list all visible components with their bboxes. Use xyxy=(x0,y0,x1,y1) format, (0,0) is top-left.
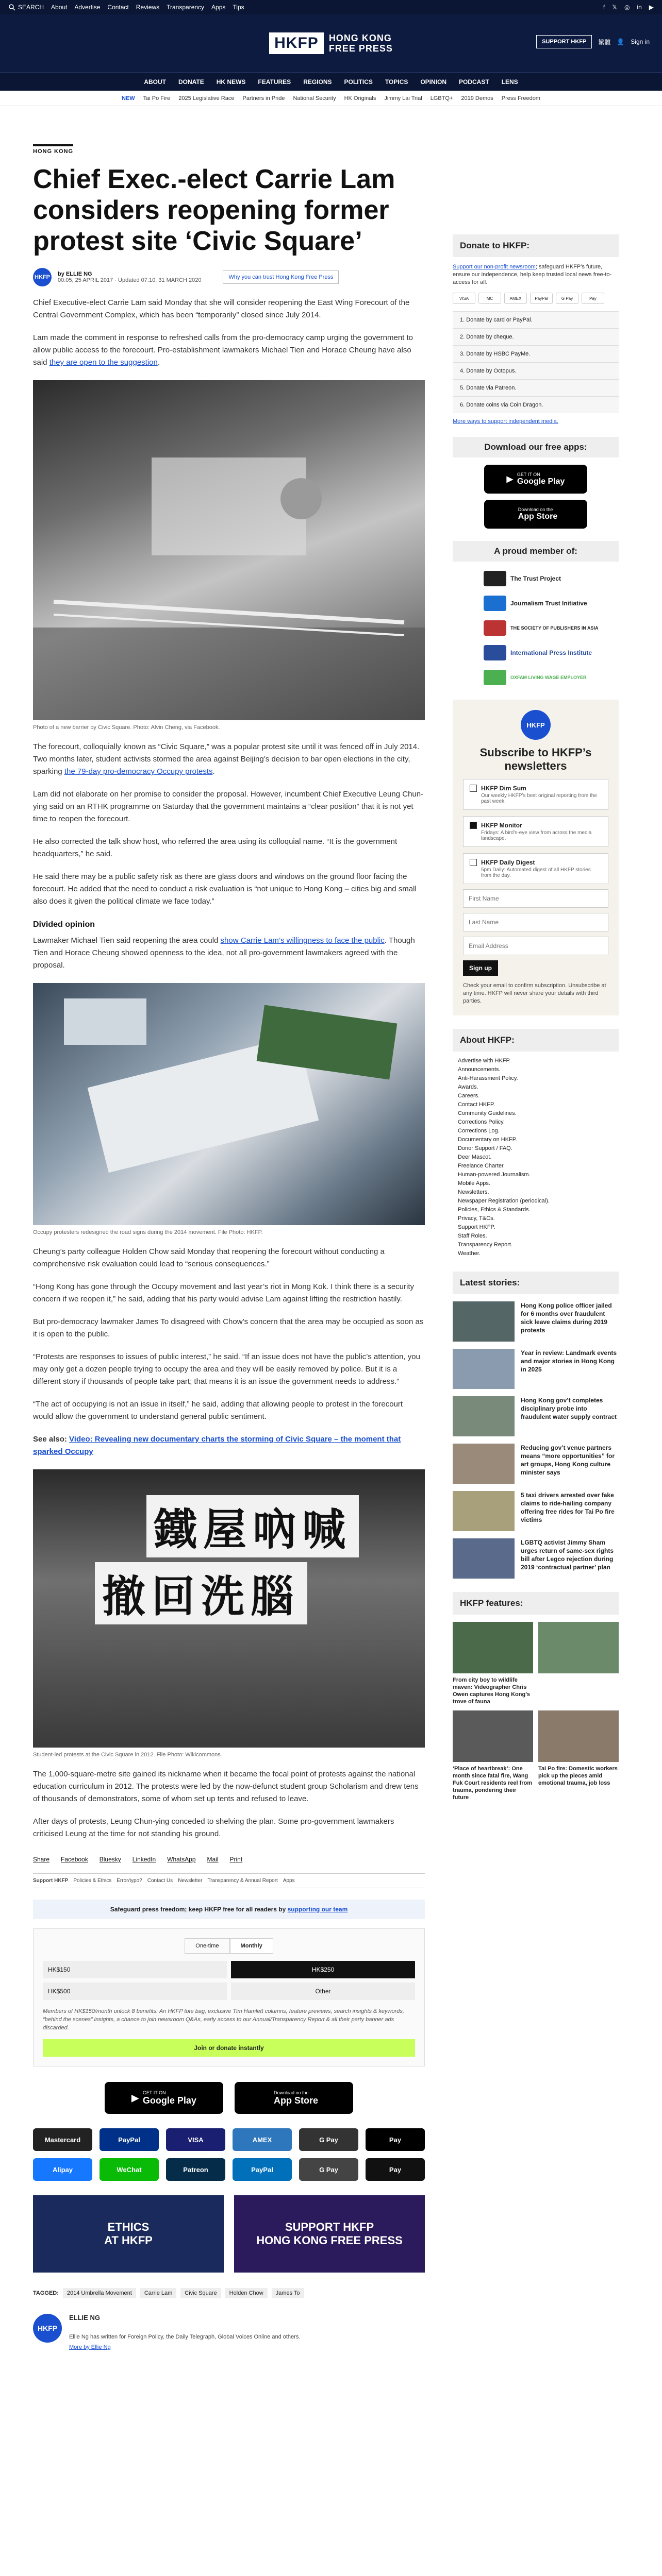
topbar-link-about[interactable]: About xyxy=(51,4,68,11)
search-label: SEARCH xyxy=(18,4,44,11)
member-badge[interactable] xyxy=(484,596,619,611)
logo-line-1: HONG KONG xyxy=(328,33,392,43)
site-logo[interactable] xyxy=(269,32,393,54)
about-item[interactable]: Anti-Harassment Policy. xyxy=(458,1075,518,1081)
author-avatar-large[interactable]: HKFP xyxy=(33,2314,62,2343)
about-item[interactable]: Weather. xyxy=(458,1250,481,1257)
nav-podcast[interactable]: PODCAST xyxy=(459,78,489,86)
protest-banner-text-1: 鐵屋吶喊 xyxy=(146,1495,359,1557)
facebook-icon[interactable]: f xyxy=(603,4,605,11)
nav-lens[interactable]: LENS xyxy=(501,78,518,86)
author-avatar[interactable]: HKFP xyxy=(33,268,52,286)
story-title: Hong Kong gov’t completes disciplinary probe into fraudulent water supply contract xyxy=(521,1397,617,1420)
paragraph: Chief Executive-elect Carrie Lam said Monday that she will consider reopening the East Wing Forecourt of the Central Government Complex, which has been “temporarily” closed since July 2014. xyxy=(33,298,410,319)
support-promo[interactable] xyxy=(234,2195,425,2273)
feature-item[interactable] xyxy=(538,1710,619,1801)
article-headline: Chief Exec.-elect Carrie Lam considers reopening former protest site ‘Civic Square’ xyxy=(33,164,395,256)
barrier-illustration xyxy=(33,380,425,720)
google-play-small: GET IT ON xyxy=(517,472,540,477)
latest-title: Latest stories: xyxy=(453,1272,619,1294)
paragraph-text: The forecourt, colloquially known as “Civic Square,” was a popular protest site until it was fenced off in July 2014. Two months later, student activists stormed the area against Beijing’s decision to bar open elections in the city, sparking xyxy=(33,742,420,776)
wechat-pay-icon[interactable]: WeChat xyxy=(100,2158,159,2181)
about-item[interactable]: Corrections Log. xyxy=(458,1128,500,1134)
feature-title: ‘Place of heartbreak’: One month since fatal fire, Wang Fuk Court residents reel from trauma, pondering their future xyxy=(453,1766,533,1801)
language-toggle[interactable]: 繁體 xyxy=(598,38,611,46)
tag[interactable]: Civic Square xyxy=(180,2288,221,2298)
protest-banner-text-2: 撤回洗腦 xyxy=(95,1562,307,1624)
subnav-item[interactable]: 2019 Demos xyxy=(461,95,493,101)
share-bluesky[interactable]: Bluesky xyxy=(99,1856,121,1863)
donate-title: Donate to HKFP: xyxy=(453,234,619,257)
paypal-icon[interactable]: PayPal xyxy=(100,2128,159,2151)
newsletter-box xyxy=(453,700,619,1015)
paragraph: The 1,000-square-metre site gained its nickname when it became the focal point of protests against the national education curriculum in 2012. The protests were led by the now-defunct student group Scholarism and drew tens of thousands of demonstrators, some of whom set up tents and refused to leave. xyxy=(33,1770,419,1803)
about-item[interactable]: Documentary on HKFP. xyxy=(458,1137,517,1143)
share-print[interactable]: Print xyxy=(229,1856,243,1863)
nav-features[interactable]: FEATURES xyxy=(258,78,291,86)
about-item[interactable]: Transparency Report. xyxy=(458,1242,512,1248)
ipi-icon xyxy=(484,645,506,660)
article-photo-barrier xyxy=(33,380,425,720)
paragraph: “Hong Kong has gone through the Occupy movement and last year’s riot in Mong Kok. I think there is a security concern if we reopen it,” he said, adding that his party would advise Lam against lifting the restriction hastily. xyxy=(33,1282,415,1303)
member-title: A proud member of: xyxy=(453,541,619,562)
amount-options xyxy=(43,1961,415,2000)
jti-icon xyxy=(484,596,506,611)
member-name: The Trust Project xyxy=(510,575,561,582)
share-linkedin[interactable]: LinkedIn xyxy=(132,1856,156,1863)
about-item[interactable]: Awards. xyxy=(458,1084,478,1090)
byline xyxy=(33,268,425,286)
topbar-link-contact[interactable]: Contact xyxy=(107,4,129,11)
instagram-icon[interactable]: ◎ xyxy=(624,4,630,11)
about-item[interactable]: Mobile Apps. xyxy=(458,1180,490,1187)
tag[interactable]: 2014 Umbrella Movement xyxy=(63,2288,136,2298)
more-ways-link[interactable]: More ways to support independent media. xyxy=(453,418,558,425)
about-list xyxy=(453,1057,619,1258)
story-title: LGBTQ activist Jimmy Sham urges return of same-sex rights bill after Legco rejection during 2019 ‘contractual partner’ plan xyxy=(521,1539,614,1571)
subnav-item[interactable]: HK Originals xyxy=(344,95,376,101)
road-signs-illustration xyxy=(33,983,425,1225)
support-hkfp-button[interactable]: SUPPORT HKFP xyxy=(536,35,592,48)
app-store-label: App Store xyxy=(518,512,558,521)
google-play-button[interactable] xyxy=(105,2082,223,2114)
apps-title: Download our free apps: xyxy=(453,437,619,457)
patreon-icon[interactable]: Patreon xyxy=(166,2158,225,2181)
card-icon: PayPal xyxy=(530,293,553,304)
section-tag[interactable]: HONG KONG xyxy=(33,144,73,155)
story-thumbnail xyxy=(453,1349,515,1389)
subnav-new-badge: NEW xyxy=(122,95,135,101)
story-item[interactable] xyxy=(453,1491,619,1531)
nav-regions[interactable]: REGIONS xyxy=(303,78,332,86)
oxfam-icon xyxy=(484,670,506,685)
google-pay-icon[interactable]: G Pay xyxy=(299,2128,358,2151)
about-item[interactable]: Freelance Charter. xyxy=(458,1163,505,1169)
topbar-link-advertise[interactable]: Advertise xyxy=(74,4,101,11)
member-badge[interactable] xyxy=(484,645,619,660)
footer-link[interactable]: Error/typo? xyxy=(117,1878,142,1884)
donation-method[interactable]: 5. Donate via Patreon. xyxy=(453,379,619,396)
donation-widget xyxy=(33,1928,425,2066)
subheading: Divided opinion xyxy=(33,920,95,929)
story-thumbnail xyxy=(453,1396,515,1436)
freq-monthly[interactable]: Monthly xyxy=(230,1938,273,1954)
paragraph-text: Lawmaker Michael Tien said reopening the area could xyxy=(33,936,221,945)
option-desc: 5pm Daily: Automated digest of all HKFP stories from the day. xyxy=(481,867,591,878)
donate-button[interactable]: Join or donate instantly xyxy=(43,2039,415,2057)
checkbox[interactable] xyxy=(470,859,477,866)
app-store-row xyxy=(33,2082,425,2114)
sub-nav xyxy=(0,91,662,106)
search-icon xyxy=(8,4,15,11)
story-title: Reducing gov’t venue partners means “more opportunities” for art groups, Hong Kong culture minister says xyxy=(521,1444,615,1476)
feature-item[interactable] xyxy=(453,1622,533,1705)
about-item[interactable]: Staff Roles. xyxy=(458,1233,487,1239)
member-name: Journalism Trust Initiative xyxy=(510,600,587,607)
card-icon: Pay xyxy=(582,293,604,304)
paragraph-text: Lam made the comment in response to refreshed calls from the pro-democracy camp urging the government to allow public access to the forecourt. Pro-establishment lawmakers Michael Tien and Horace Cheung have also said xyxy=(33,333,413,367)
donation-method[interactable]: 1. Donate by card or PayPal. xyxy=(453,311,619,328)
subnav-item[interactable]: 2025 Legislative Race xyxy=(178,95,235,101)
paragraph: He also corrected the talk show host, who referred the area using its colloquial name. “It is the government headquarters,” he said. xyxy=(33,837,398,858)
card-icon: VISA xyxy=(453,293,475,304)
photo-caption: Occupy protesters redesigned the road signs during the 2014 movement. File Photo: HKFP. xyxy=(33,1229,263,1235)
about-item[interactable]: Human-powered Journalism. xyxy=(458,1172,531,1178)
sidebar-app-store-button[interactable] xyxy=(484,500,587,529)
paragraph: He said there may be a public safety risk as there are glass doors and windows on the ground floor facing the forecourt. He added that the need to conduct a risk evaluation is “not unique to Hong Kong – cities big and small also does it given the political climate we face today.” xyxy=(33,872,417,906)
sidebar-store-buttons xyxy=(453,465,619,529)
member-name: THE SOCIETY OF PUBLISHERS IN ASIA xyxy=(510,625,599,631)
tags-label: TAGGED: xyxy=(33,2290,59,2296)
share-row xyxy=(33,1856,425,1863)
topbar-link-apps[interactable]: Apps xyxy=(211,4,226,11)
latest-stories xyxy=(453,1301,619,1579)
paypal-icon[interactable]: PayPal xyxy=(233,2158,292,2181)
google-play-label: Google Play xyxy=(517,477,565,486)
about-item[interactable]: Announcements. xyxy=(458,1066,501,1073)
subnav-item[interactable]: National Security xyxy=(293,95,336,101)
option-desc: Our weekly HKFP’s best original reporting from the past week. xyxy=(481,793,597,804)
freq-one-time[interactable]: One-time xyxy=(185,1938,229,1954)
subnav-item[interactable]: Tai Po Fire xyxy=(143,95,171,101)
share-whatsapp[interactable]: WhatsApp xyxy=(167,1856,196,1863)
paragraph xyxy=(33,741,425,778)
paragraph: “The act of occupying is not an issue in itself,” he said, adding that allowing people to protest in the forecourt would allow the government to understand general public sentiment. xyxy=(33,1400,403,1421)
story-item[interactable] xyxy=(453,1444,619,1484)
signup-button[interactable]: Sign up xyxy=(463,960,498,976)
about-item[interactable]: Privacy, T&Cs. xyxy=(458,1215,495,1222)
member-badge[interactable] xyxy=(484,571,619,586)
app-store-label: App Store xyxy=(273,2095,318,2106)
checkbox[interactable] xyxy=(470,785,477,792)
nav-hk-news[interactable]: HK NEWS xyxy=(216,78,246,86)
newsletter-badge: HKFP xyxy=(521,710,551,740)
about-item[interactable]: Newspaper Registration (periodical). xyxy=(458,1198,550,1204)
amount-option[interactable]: HK$500 xyxy=(43,1982,227,2000)
footer-link[interactable]: Transparency & Annual Report xyxy=(207,1878,278,1884)
option-name: HKFP Monitor xyxy=(481,822,522,829)
card-icon: AMEX xyxy=(504,293,527,304)
amount-other[interactable]: Other xyxy=(231,1982,415,2000)
promo-row xyxy=(33,2195,425,2273)
logo-text xyxy=(329,33,393,54)
paragraph xyxy=(33,935,425,972)
option-name: HKFP Daily Digest xyxy=(481,859,535,866)
amount-option-selected[interactable]: HK$250 xyxy=(231,1961,415,1978)
see-also-label: See also: xyxy=(33,1435,70,1444)
trust-project-icon xyxy=(484,571,506,586)
footer-link[interactable]: Contact Us xyxy=(147,1878,173,1884)
inline-link[interactable]: show Carrie Lam’s willingness to face the public xyxy=(220,936,385,945)
tag[interactable]: Holden Chow xyxy=(225,2288,268,2298)
topbar-link-reviews[interactable]: Reviews xyxy=(136,4,160,11)
donation-method[interactable]: 2. Donate by cheque. xyxy=(453,328,619,345)
donation-method[interactable]: 3. Donate by HSBC PayMe. xyxy=(453,345,619,362)
about-item[interactable]: Contact HKFP. xyxy=(458,1101,495,1108)
newsletter-note: Check your email to confirm subscription. Unsubscribe at any time. HKFP will never share your details with third parties. xyxy=(463,982,606,1004)
google-play-icon: ▶ xyxy=(131,2092,139,2103)
logo-line-2: FREE PRESS xyxy=(328,43,393,54)
share-facebook[interactable]: Facebook xyxy=(61,1856,88,1863)
member-name: OXFAM LIVING WAGE EMPLOYER xyxy=(510,675,587,680)
tag[interactable]: Carrie Lam xyxy=(140,2288,176,2298)
story-thumbnail xyxy=(453,1444,515,1484)
option-desc: Fridays: A bird’s-eye view from across the media landscape. xyxy=(481,830,592,841)
promo-line: AT HKFP xyxy=(104,2234,153,2247)
feature-title: From city boy to wildlife maven: Videographer Chris Owen captures Hong Kong’s trove of fauna xyxy=(453,1677,530,1705)
story-item[interactable] xyxy=(453,1349,619,1389)
app-store-small: Download on the xyxy=(273,2090,309,2095)
feature-image xyxy=(538,1710,619,1762)
paragraph: Lam did not elaborate on her promise to consider the proposal. However, incumbent Chief Executive Leung Chun-ying said on an RTHK programme on Saturday that the government maintains a “clear position” that it is not yet time to reopen the forecourt. xyxy=(33,790,424,823)
donation-method[interactable]: 6. Donate coins via Coin Dragon. xyxy=(453,396,619,413)
author-box xyxy=(33,2314,425,2350)
article xyxy=(33,144,425,2350)
about-item[interactable]: Support HKFP. xyxy=(458,1224,495,1230)
story-title: Year in review: Landmark events and major stories in Hong Kong in 2025 xyxy=(521,1349,617,1373)
paragraph-text: . xyxy=(157,358,160,367)
donate-text-body: ; safeguard HKFP’s future, ensure our independence, help keep trusted local news free-to-access for all. xyxy=(453,264,612,285)
promo-line: ETHICS xyxy=(107,2221,150,2233)
about-item[interactable]: Donor Support / FAQ. xyxy=(458,1145,512,1151)
amount-option[interactable]: HK$150 xyxy=(43,1961,227,1978)
about-item[interactable]: Policies, Ethics & Standards. xyxy=(458,1207,531,1213)
signin-link[interactable]: Sign in xyxy=(631,38,650,45)
promo-line: SUPPORT HKFP xyxy=(285,2221,374,2233)
about-item[interactable]: Advertise with HKFP. xyxy=(458,1058,511,1064)
byline-author[interactable]: by ELLIE NG xyxy=(58,271,92,277)
feature-image xyxy=(538,1622,619,1673)
author-more-link[interactable]: More by Ellie Ng xyxy=(69,2344,111,2350)
x-icon[interactable]: 𝕏 xyxy=(612,4,617,11)
subnav-item[interactable]: Partners in Pride xyxy=(242,95,285,101)
newsletter-title: Subscribe to HKFP’s newsletters xyxy=(479,746,592,772)
about-item[interactable]: Deer Mascot. xyxy=(458,1154,492,1160)
donate-text-link[interactable]: Support our non-profit newsroom xyxy=(453,264,536,270)
topbar-link-transparency[interactable]: Transparency xyxy=(167,4,205,11)
inline-link[interactable]: the 79-day pro-democracy Occupy protests xyxy=(64,767,213,776)
first-name-field[interactable] xyxy=(463,889,608,908)
google-play-label: Google Play xyxy=(142,2095,196,2106)
newsletter-option[interactable] xyxy=(463,816,608,847)
article-footer-links xyxy=(33,1873,425,1888)
donate-text xyxy=(453,263,619,286)
newsletter-option[interactable] xyxy=(463,853,608,884)
option-name: HKFP Dim Sum xyxy=(481,785,526,792)
paragraph: After days of protests, Leung Chun-ying conceded to shelving the plan. Some pro-government lawmakers criticised Leung at the time for not standing his ground. xyxy=(33,1817,394,1838)
paragraph xyxy=(33,332,425,369)
support-banner-text: Safeguard press freedom; keep HKFP free for all readers by xyxy=(110,1906,288,1913)
logo-mark: HKFP xyxy=(269,32,324,54)
about-item[interactable]: Corrections Policy. xyxy=(458,1119,505,1125)
story-thumbnail xyxy=(453,1491,515,1531)
top-utility-bar xyxy=(0,0,662,14)
linkedin-icon[interactable]: in xyxy=(637,4,642,11)
apple-pay-icon[interactable]: Pay xyxy=(366,2128,425,2151)
youtube-icon[interactable]: ▶ xyxy=(649,4,654,11)
subnav-item[interactable]: Press Freedom xyxy=(501,95,540,101)
checkbox-checked[interactable] xyxy=(470,822,477,829)
subnav-item[interactable]: Jimmy Lai Trial xyxy=(384,95,422,101)
payment-methods xyxy=(33,2128,425,2181)
see-also xyxy=(33,1433,425,1458)
member-badge[interactable] xyxy=(484,620,619,636)
google-pay-icon[interactable]: G Pay xyxy=(299,2158,358,2181)
member-badge[interactable] xyxy=(484,670,619,685)
features-title: HKFP features: xyxy=(453,1592,619,1615)
story-thumbnail xyxy=(453,1538,515,1579)
paragraph: “Protests are responses to issues of public interest,” he said. “If an issue does not have the public’s attention, you may only get a dozen people trying to occupy the area and they will be easily removed by police. But it is a different story if thousands of people take part; that means it is an issue the government needs to address.” xyxy=(33,1352,420,1386)
donation-method[interactable]: 4. Donate by Octopus. xyxy=(453,362,619,379)
newsletter-option[interactable] xyxy=(463,779,608,810)
email-field[interactable] xyxy=(463,937,608,955)
alipay-icon[interactable]: Alipay xyxy=(33,2158,92,2181)
tag-list xyxy=(33,2288,425,2298)
features-grid xyxy=(453,1622,619,1801)
paragraph: But pro-democracy lawmaker James To disagreed with Chow’s concern that the area may be occupied as soon as it is open to the public. xyxy=(33,1317,424,1338)
nav-donate[interactable]: DONATE xyxy=(178,78,204,86)
footer-link[interactable]: Support HKFP xyxy=(33,1878,69,1884)
subnav-item[interactable]: LGBTQ+ xyxy=(430,95,453,101)
story-item[interactable] xyxy=(453,1301,619,1342)
photo-caption: Student-led protests at the Civic Square in 2012. File Photo: Wikicommons. xyxy=(33,1752,222,1758)
support-banner-link[interactable]: supporting our team xyxy=(287,1906,348,1913)
about-item[interactable]: Careers. xyxy=(458,1093,480,1099)
amex-icon[interactable]: AMEX xyxy=(233,2128,292,2151)
article-photo-road-signs xyxy=(33,983,425,1225)
feature-image xyxy=(453,1622,533,1673)
main-nav xyxy=(0,72,662,91)
paragraph: Cheung’s party colleague Holden Chow said Monday that reopening the forecourt without conducting a comprehensive risk evaluation could lead to “serious consequences.” xyxy=(33,1247,385,1268)
google-play-small: GET IT ON xyxy=(142,2090,166,2095)
donation-methods xyxy=(453,311,619,413)
story-item[interactable] xyxy=(453,1396,619,1436)
apple-pay-icon[interactable]: Pay xyxy=(366,2158,425,2181)
inline-link[interactable]: they are open to the suggestion xyxy=(49,358,158,367)
footer-link[interactable]: Newsletter xyxy=(178,1878,203,1884)
see-also-link[interactable]: Video: Revealing new documentary charts the storming of Civic Square – the moment that sparked Occupy xyxy=(33,1435,401,1456)
feature-title: Tai Po fire: Domestic workers pick up the pieces amid emotional trauma, job loss xyxy=(538,1766,618,1786)
sidebar-pay-icons xyxy=(453,293,619,304)
author-name[interactable]: ELLIE NG xyxy=(69,2314,100,2321)
mastercard-icon[interactable]: Mastercard xyxy=(33,2128,92,2151)
author-bio: Ellie Ng has written for Foreign Policy, the Daily Telegraph, Global Voices Online and others. xyxy=(69,2334,301,2340)
about-title: About HKFP: xyxy=(453,1029,619,1052)
feature-image xyxy=(453,1710,533,1762)
frequency-toggle xyxy=(43,1938,415,1954)
ethics-promo[interactable] xyxy=(33,2195,224,2273)
tag[interactable]: James To xyxy=(272,2288,304,2298)
sidebar-google-play-button[interactable] xyxy=(484,465,587,494)
story-item[interactable] xyxy=(453,1538,619,1579)
members-note: Members of HK$150/month unlock 8 benefits: An HKFP tote bag, exclusive Tim Hamlett columns, feature previews, search insights & keywords, “behind the scenes” insights, a chance to join newsroom Q&As, early access to our Annual/Transparency Report & all their party banner ads discarded. xyxy=(43,2008,404,2031)
byline-date: 00:05, 25 APRIL 2017 · Updated 07:10, 31 MARCH 2020 xyxy=(58,277,202,283)
member-name: International Press Institute xyxy=(510,649,592,656)
feature-item[interactable] xyxy=(453,1710,533,1801)
site-header xyxy=(0,14,662,72)
footer-link[interactable]: Policies & Ethics xyxy=(73,1878,112,1884)
user-icon[interactable]: 👤 xyxy=(617,38,625,45)
search-button[interactable] xyxy=(8,4,44,11)
sopa-icon xyxy=(484,620,506,636)
nav-about[interactable]: ABOUT xyxy=(144,78,166,86)
nav-opinion[interactable]: OPINION xyxy=(420,78,447,86)
card-icon: MC xyxy=(478,293,501,304)
paragraph-text: . Though Tien and Horace Cheung showed openness to the idea, not all pro-government lawmakers agreed with the proposal. xyxy=(33,936,415,970)
nav-topics[interactable]: TOPICS xyxy=(385,78,408,86)
promo-line: HONG KONG FREE PRESS xyxy=(256,2234,403,2247)
support-banner xyxy=(33,1900,425,1919)
topbar-link-tips[interactable]: Tips xyxy=(233,4,244,11)
share-mail[interactable]: Mail xyxy=(207,1856,219,1863)
card-icon: G Pay xyxy=(556,293,578,304)
trust-badge[interactable]: Why you can trust Hong Kong Free Press xyxy=(223,270,339,284)
member-badges xyxy=(453,571,619,685)
footer-link[interactable]: Apps xyxy=(283,1878,295,1884)
last-name-field[interactable] xyxy=(463,913,608,931)
app-store-small: Download on the xyxy=(518,507,553,512)
about-item[interactable]: Community Guidelines. xyxy=(458,1110,517,1116)
paragraph-text: . xyxy=(212,767,215,776)
feature-item[interactable] xyxy=(538,1622,619,1705)
visa-icon[interactable]: VISA xyxy=(166,2128,225,2151)
article-photo-protest xyxy=(33,1469,425,1748)
google-play-icon: ▶ xyxy=(506,475,513,484)
photo-caption: Photo of a new barrier by Civic Square. Photo: Alvin Cheng, via Facebook. xyxy=(33,724,220,731)
sidebar xyxy=(453,234,619,1801)
share-label: Share xyxy=(33,1856,50,1863)
nav-politics[interactable]: POLITICS xyxy=(344,78,373,86)
story-title: 5 taxi drivers arrested over fake claims to ride-hailing company offering free rides for Tai Po fire victims xyxy=(521,1492,615,1523)
story-thumbnail xyxy=(453,1301,515,1342)
app-store-button[interactable] xyxy=(235,2082,353,2114)
story-title: Hong Kong police officer jailed for 6 months over fraudulent sick leave claims during 2019 protests xyxy=(521,1302,612,1334)
about-item[interactable]: Newsletters. xyxy=(458,1189,489,1195)
